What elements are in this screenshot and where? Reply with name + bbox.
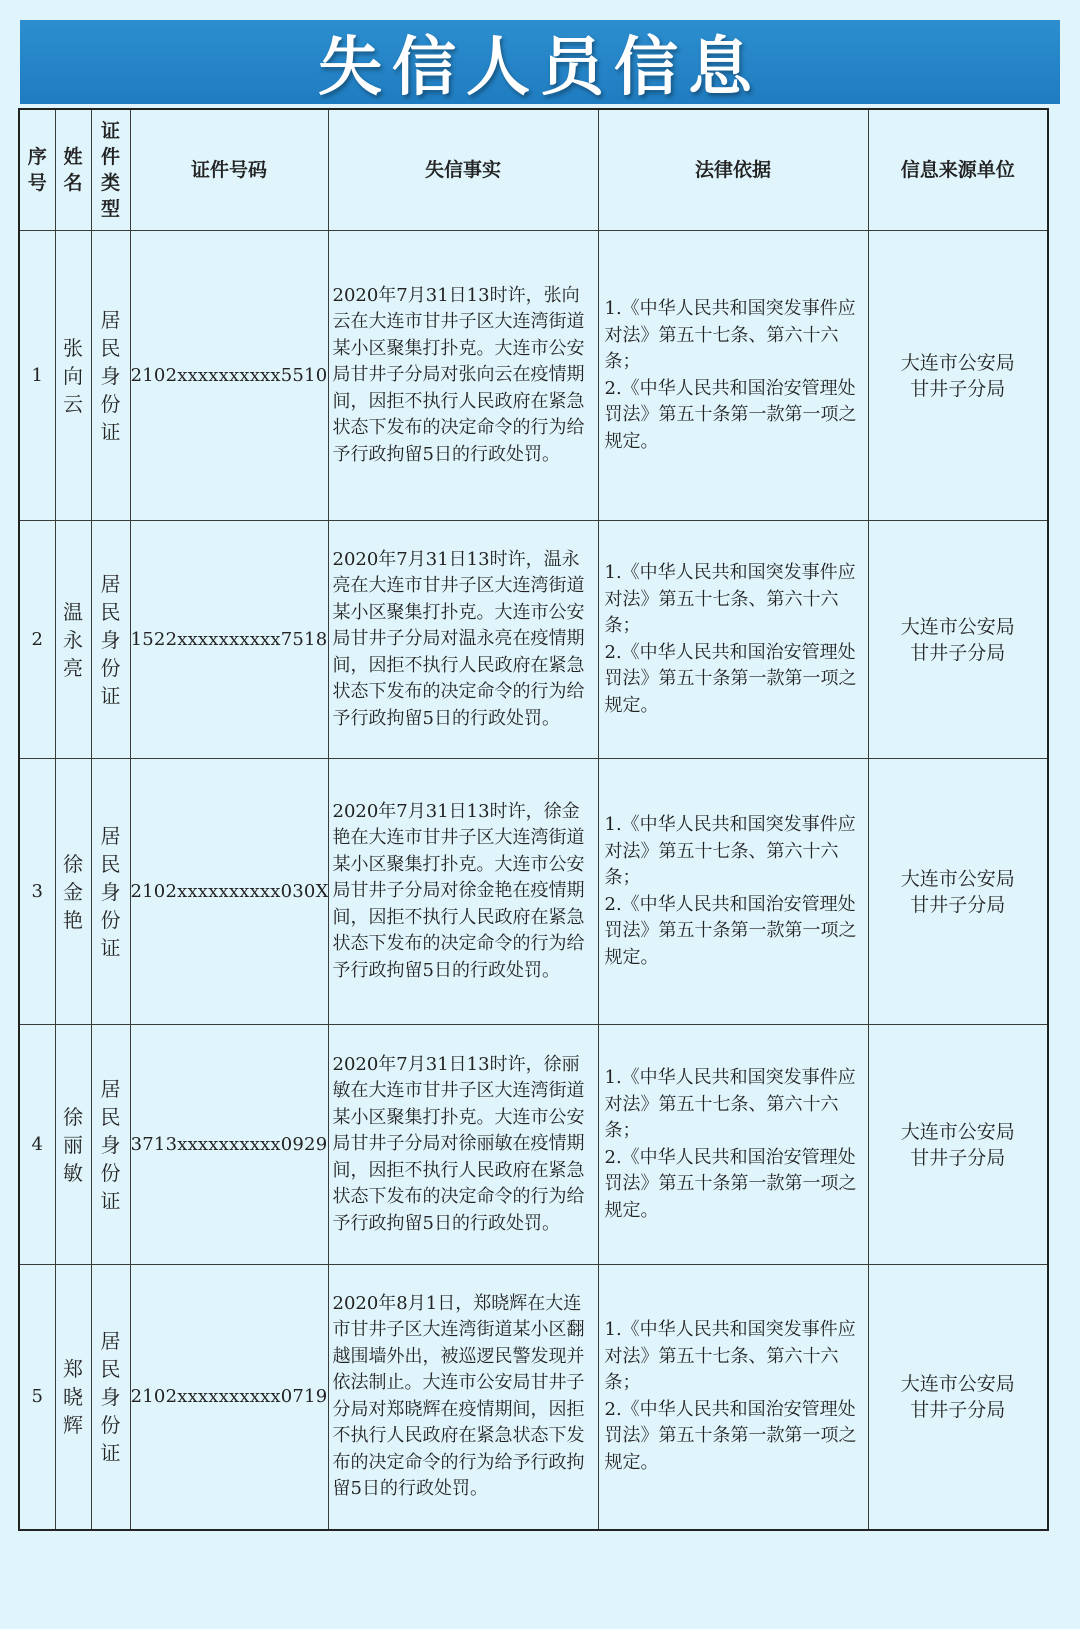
law-line-1: 1.《中华人民共和国突发事件应对法》第五十七条、第六十六条； <box>604 1319 856 1394</box>
header-index: 序号 <box>19 109 55 231</box>
law-line-2: 2.《中华人民共和国治安管理处罚法》第五十条第一款第一项之规定。 <box>604 1146 857 1221</box>
row-index: 2 <box>19 521 55 759</box>
row-name: 郑晓辉 <box>55 1265 91 1530</box>
row-source <box>868 1025 1048 1265</box>
source-line-2: 甘井子分局 <box>910 377 1006 400</box>
row-source <box>868 759 1048 1025</box>
source-line-2: 甘井子分局 <box>910 1398 1006 1421</box>
header-source: 信息来源单位 <box>868 109 1048 231</box>
row-fact: 2020年7月31日13时许，温永亮在大连市甘井子区大连湾街道某小区聚集打扑克。大连市公安局甘井子分局对温永亮在疫情期间，因拒不执行人民政府在紧急状态下发布的决定命令的行为给予行政拘留5日的行政处罚。 <box>328 521 598 759</box>
source-line-1: 大连市公安局 <box>900 1120 1015 1143</box>
row-index: 3 <box>19 759 55 1025</box>
row-law <box>598 759 868 1025</box>
row-law <box>598 1265 868 1530</box>
source-line-1: 大连市公安局 <box>900 615 1015 638</box>
row-id-type: 居民身份证 <box>91 759 130 1025</box>
table-header-row <box>19 109 1048 231</box>
source-line-2: 甘井子分局 <box>910 893 1006 916</box>
row-source <box>868 1265 1048 1530</box>
law-line-1: 1.《中华人民共和国突发事件应对法》第五十七条、第六十六条； <box>604 562 856 636</box>
row-law <box>598 521 868 759</box>
title-banner <box>20 20 1060 104</box>
table-row <box>19 1265 1048 1530</box>
table-row <box>19 521 1048 759</box>
table-row <box>19 1025 1048 1265</box>
row-fact: 2020年7月31日13时许，徐丽敏在大连市甘井子区大连湾街道某小区聚集打扑克。大连市公安局甘井子分局对徐丽敏在疫情期间，因拒不执行人民政府在紧急状态下发布的决定命令的行为给予行政拘留5日的行政处罚。 <box>328 1025 598 1265</box>
source-line-1: 大连市公安局 <box>900 351 1015 374</box>
row-fact: 2020年8月1日，郑晓辉在大连市甘井子区大连湾街道某小区翻越围墙外出，被巡逻民警发现并依法制止。大连市公安局甘井子分局对郑晓辉在疫情期间，因拒不执行人民政府在紧急状态下发布的决定命令的行为给予行政拘留5日的行政处罚。 <box>328 1265 598 1530</box>
row-law <box>598 1025 868 1265</box>
row-id-number: 1522xxxxxxxxxx7518 <box>130 521 328 759</box>
row-id-number: 2102xxxxxxxxxx0719 <box>130 1265 328 1530</box>
header-id-type: 证件类型 <box>91 109 130 231</box>
row-id-type: 居民身份证 <box>91 1025 130 1265</box>
law-line-2: 2.《中华人民共和国治安管理处罚法》第五十条第一款第一项之规定。 <box>604 377 857 452</box>
law-line-2: 2.《中华人民共和国治安管理处罚法》第五十条第一款第一项之规定。 <box>604 641 857 716</box>
header-fact: 失信事实 <box>328 109 598 231</box>
row-index: 4 <box>19 1025 55 1265</box>
row-law <box>598 231 868 521</box>
info-table-wrapper <box>18 108 1047 1531</box>
row-name: 张向云 <box>55 231 91 521</box>
row-index: 5 <box>19 1265 55 1530</box>
source-line-1: 大连市公安局 <box>900 867 1015 890</box>
row-fact: 2020年7月31日13时许，张向云在大连市甘井子区大连湾街道某小区聚集打扑克。大连市公安局甘井子分局对张向云在疫情期间，因拒不执行人民政府在紧急状态下发布的决定命令的行为给予行政拘留5日的行政处罚。 <box>328 231 598 521</box>
law-line-2: 2.《中华人民共和国治安管理处罚法》第五十条第一款第一项之规定。 <box>604 1398 857 1473</box>
law-line-1: 1.《中华人民共和国突发事件应对法》第五十七条、第六十六条； <box>604 814 856 888</box>
row-source <box>868 231 1048 521</box>
row-id-type: 居民身份证 <box>91 231 130 521</box>
page-title: 失信人员信息 <box>318 31 762 105</box>
row-id-number: 2102xxxxxxxxxx030X <box>130 759 328 1025</box>
header-name: 姓名 <box>55 109 91 231</box>
source-line-1: 大连市公安局 <box>900 1372 1015 1395</box>
info-table <box>18 108 1049 1531</box>
row-id-type: 居民身份证 <box>91 1265 130 1530</box>
row-source <box>868 521 1048 759</box>
row-name: 徐金艳 <box>55 759 91 1025</box>
row-id-number: 2102xxxxxxxxxx5510 <box>130 231 328 521</box>
law-line-1: 1.《中华人民共和国突发事件应对法》第五十七条、第六十六条； <box>604 298 856 372</box>
row-index: 1 <box>19 231 55 521</box>
header-law: 法律依据 <box>598 109 868 231</box>
header-id-number: 证件号码 <box>130 109 328 231</box>
table-row <box>19 759 1048 1025</box>
row-name: 徐丽敏 <box>55 1025 91 1265</box>
row-fact: 2020年7月31日13时许，徐金艳在大连市甘井子区大连湾街道某小区聚集打扑克。大连市公安局甘井子分局对徐金艳在疫情期间，因拒不执行人民政府在紧急状态下发布的决定命令的行为给予行政拘留5日的行政处罚。 <box>328 759 598 1025</box>
law-line-1: 1.《中华人民共和国突发事件应对法》第五十七条、第六十六条； <box>604 1067 856 1141</box>
table-row <box>19 231 1048 521</box>
row-id-type: 居民身份证 <box>91 521 130 759</box>
source-line-2: 甘井子分局 <box>910 641 1006 664</box>
source-line-2: 甘井子分局 <box>910 1146 1006 1169</box>
law-line-2: 2.《中华人民共和国治安管理处罚法》第五十条第一款第一项之规定。 <box>604 893 857 968</box>
row-name: 温永亮 <box>55 521 91 759</box>
row-id-number: 3713xxxxxxxxxx0929 <box>130 1025 328 1265</box>
